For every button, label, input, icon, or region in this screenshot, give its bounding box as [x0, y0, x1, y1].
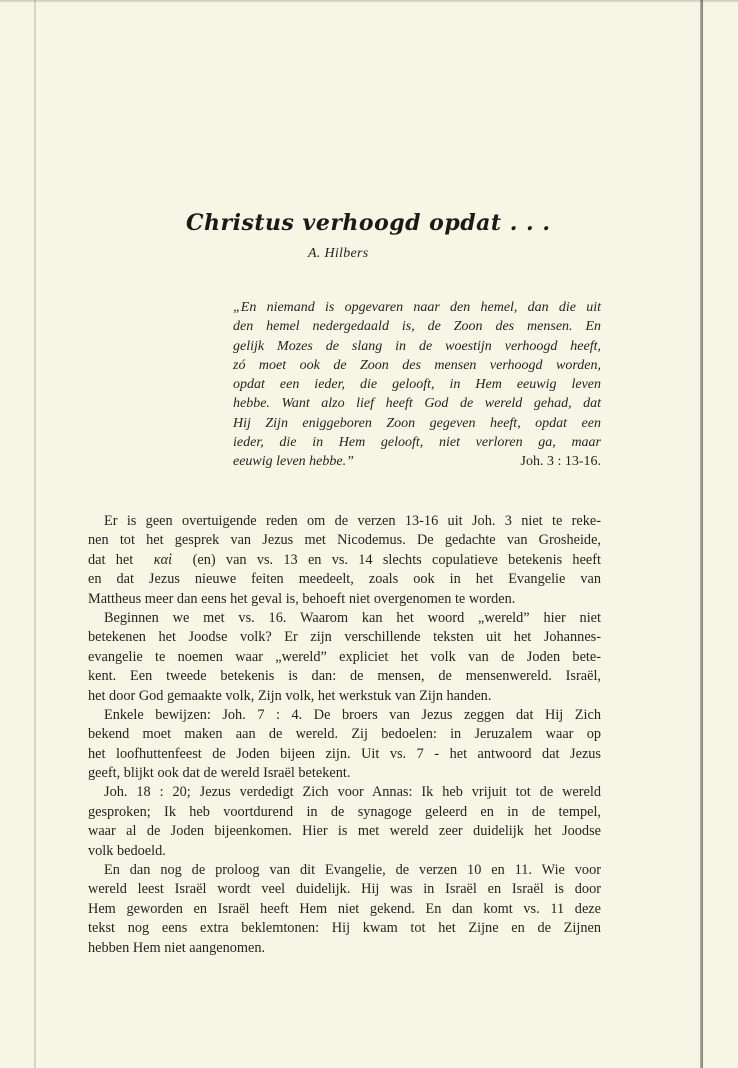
scripture-quote: [233, 298, 601, 472]
body-line: het loofhuttenfeest de Joden bijeen zijn. Uit vs. 7 - het antwoord dat Jezus: [88, 745, 601, 762]
body-line: kent. Een tweede betekenis is dan: de mensen, de mensenwereld. Israël,: [88, 668, 601, 685]
page-left-edge: [34, 0, 36, 1068]
body-line: Er is geen overtuigende reden om de verzen 13-16 uit Joh. 3 niet te reke-: [104, 513, 601, 529]
body-text: (en) van vs. 13 en vs. 14 slechts copulatieve betekenis heeft: [192, 551, 601, 568]
quote-line: opdat een ieder, die gelooft, in Hem eeuwig leven: [233, 377, 601, 393]
body-line: bekend moet maken aan de wereld. Zij bedoelen: in Jeruzalem waar op: [88, 726, 601, 743]
page-right-edge: [700, 0, 703, 1068]
body-text: dat het: [88, 551, 134, 568]
body-line: geeft, blijkt ook dat de wereld Israël betekent.: [88, 765, 351, 782]
article-author: A. Hilbers: [308, 246, 369, 261]
quote-line: hebbe. Want alzo lief heeft God de wereld gehad, dat: [233, 396, 601, 412]
body-line: [88, 551, 601, 570]
quote-line: gelijk Mozes de slang in de woestijn verhoogd heeft,: [233, 338, 601, 354]
body-line: Beginnen we met vs. 16. Waarom kan het woord „wereld” hier niet: [104, 609, 601, 626]
body-line: volk bedoeld.: [88, 842, 166, 859]
quote-reference: Joh. 3 : 13-16.: [520, 454, 601, 470]
body-line: hebben Hem niet aangenomen.: [88, 939, 266, 956]
body-line: en dat Jezus nieuwe feiten meedeelt, zoals ook in het Evangelie van: [88, 571, 601, 588]
body-line: wereld leest Israël wordt veel duidelijk. Hij was in Israël en Israël is door: [88, 881, 601, 898]
body-line: waar al de Joden bijeenkomen. Hier is met wereld zeer duidelijk het Joodse: [88, 823, 601, 840]
quote-line: zó moet ook de Zoon des mensen verhoogd worden,: [233, 357, 601, 373]
body-line: Hem geworden en Israël heeft Hem niet gekend. En dan komt vs. 11 deze: [88, 900, 601, 917]
body-line: evangelie te noemen waar „wereld” expliciet het volk van de Joden bete-: [88, 648, 601, 665]
page-top-edge: [0, 0, 738, 3]
quote-line: ieder, die in Hem gelooft, niet verloren ga, maar: [233, 435, 601, 451]
quote-line: Hij Zijn eniggeboren Zoon gegeven heeft, opdat een: [233, 415, 601, 431]
article-body: [88, 512, 601, 958]
body-line: het door God gemaakte volk, Zijn volk, het werkstuk van Zijn handen.: [88, 687, 492, 704]
quote-line: eeuwig leven hebbe.”: [233, 454, 354, 470]
greek-word: καὶ: [153, 551, 173, 568]
body-line: nen tot het gesprek van Jezus met Nicodemus. De gedachte van Grosheide,: [88, 532, 601, 549]
body-line: betekenen het Joodse volk? Er zijn verschillende teksten uit het Johannes-: [88, 629, 601, 646]
body-line: Joh. 18 : 20; Jezus verdedigt Zich voor Annas: Ik heb vrijuit tot de wereld: [104, 784, 601, 801]
body-line: tekst nog eens extra beklemtonen: Hij kwam tot het Zijne en de Zijnen: [88, 920, 601, 937]
body-line: gesproken; Ik heb voortdurend in de synagoge geleerd en in de tempel,: [88, 803, 601, 820]
body-line: En dan nog de proloog van dit Evangelie, de verzen 10 en 11. Wie voor: [104, 862, 601, 879]
body-line: Mattheus meer dan eens het geval is, behoeft niet overgenomen te worden.: [88, 590, 516, 607]
article-title: Christus verhoogd opdat . . .: [186, 210, 551, 236]
quote-line: den hemel nedergedaald is, de Zoon des mensen. En: [233, 319, 601, 335]
quote-line: „En niemand is opgevaren naar den hemel, dan die uit: [233, 300, 601, 315]
body-line: Enkele bewijzen: Joh. 7 : 4. De broers van Jezus zeggen dat Hij Zich: [104, 706, 601, 723]
quote-last-line: [233, 452, 601, 471]
